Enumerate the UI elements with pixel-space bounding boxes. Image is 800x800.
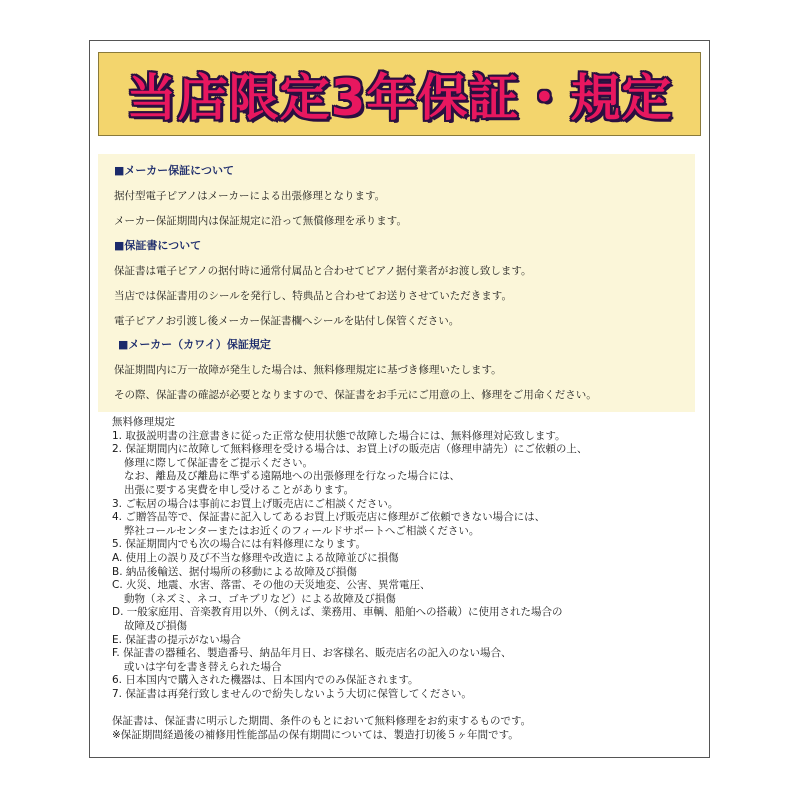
rules-line: 故障及び損傷 <box>124 619 187 632</box>
rules-line <box>112 701 587 715</box>
info-line: 保証期間内に万一故障が発生した場合は、無料修理規定に基づき修理いたします。 <box>114 364 502 376</box>
rules-line: D. 一般家庭用、音楽教育用以外、（例えば、業務用、車輌、船舶への搭載）に使用された場合の <box>112 606 563 619</box>
rules-line: 4. ご贈答品等で、保証書に記入してあるお買上げ販売店に修理がご依頼できない場合には、 <box>112 511 546 524</box>
info-line: 据付型電子ピアノはメーカーによる出張修理となります。 <box>114 190 386 202</box>
warranty-info-box <box>98 154 695 412</box>
banner-title: 当店限定3年保証・規定 <box>126 69 673 127</box>
rules-line: A. 使用上の誤り及び不当な修理や改造による故障並びに損傷 <box>112 551 399 564</box>
info-line: その際、保証書の確認が必要となりますので、保証書をお手元にご用意の上、修理をご用命ください。 <box>114 389 597 401</box>
info-line: 電子ピアノお引渡し後メーカー保証書欄へシールを貼付し保管ください。 <box>114 315 460 327</box>
info-line: 保証書は電子ピアノの据付時に通常付属品と合わせてピアノ据付業者がお渡し致します。 <box>114 265 532 277</box>
section-heading-maker-warranty: ■メーカー保証について <box>114 164 234 177</box>
rules-line: 2. 保証期間内に故障して無料修理を受ける場合は、お買上げの販売店（修理申請先）にご依頼の上、 <box>112 443 588 456</box>
rules-line: C. 火災、地震、水害、落雷、その他の天災地変、公害、異常電圧、 <box>112 579 431 592</box>
info-line: 当店では保証書用のシールを発行し、特典品と合わせてお送りさせていただきます。 <box>114 290 512 302</box>
rules-line: 保証書は、保証書に明示した期間、条件のもとにおいて無料修理をお約束するものです。 <box>112 715 532 728</box>
rules-line: 修理に際して保証書をご提示ください。 <box>124 456 313 469</box>
rules-line: 或いは字句を書き替えられた場合 <box>124 660 282 673</box>
rules-line: 7. 保証書は再発行致しませんので紛失しないよう大切に保管してください。 <box>112 687 472 700</box>
rules-line: 動物（ネズミ、ネコ、ゴキブリなど）による故障及び損傷 <box>124 592 396 605</box>
rules-line: なお、離島及び離島に準ずる遠隔地への出張修理を行なった場合には、 <box>124 470 460 483</box>
rules-line: 5. 保証期間内でも次の場合には有料修理になります。 <box>112 538 367 551</box>
free-repair-rules <box>112 416 587 742</box>
rules-line: 弊社コールセンターまたはお近くのフィールドサポートへご相談ください。 <box>124 524 480 537</box>
rules-line: ※保証期間経過後の補修用性能部品の保有期間については、製造打切後５ヶ年間です。 <box>112 728 519 741</box>
warranty-panel <box>89 40 710 758</box>
info-line: メーカー保証期間内は保証規定に沿って無償修理を承ります。 <box>114 215 407 227</box>
rules-line: 6. 日本国内で購入された機器は、日本国内でのみ保証されます。 <box>112 674 419 687</box>
rules-line: E. 保証書の提示がない場合 <box>112 633 241 646</box>
section-heading-warranty-card: ■保証書について <box>114 239 202 252</box>
rules-line: 出張に要する実費を申し受けることがあります。 <box>124 483 355 496</box>
rules-line: F. 保証書の器種名、製造番号、納品年月日、お客様名、販売店名の記入のない場合、 <box>112 647 512 660</box>
rules-line: B. 納品後輸送、据付場所の移動による故障及び損傷 <box>112 565 357 578</box>
section-heading-kawai-rules: ■メーカー（カワイ）保証規定 <box>118 338 271 351</box>
rules-line: 1. 取扱説明書の注意書きに従った正常な使用状態で故障した場合には、無料修理対応致します。 <box>112 429 566 442</box>
rules-line: 3. ご転居の場合は事前にお買上げ販売店にご相談ください。 <box>112 497 399 510</box>
rules-line: 無料修理規定 <box>112 416 175 428</box>
title-banner <box>98 52 701 136</box>
